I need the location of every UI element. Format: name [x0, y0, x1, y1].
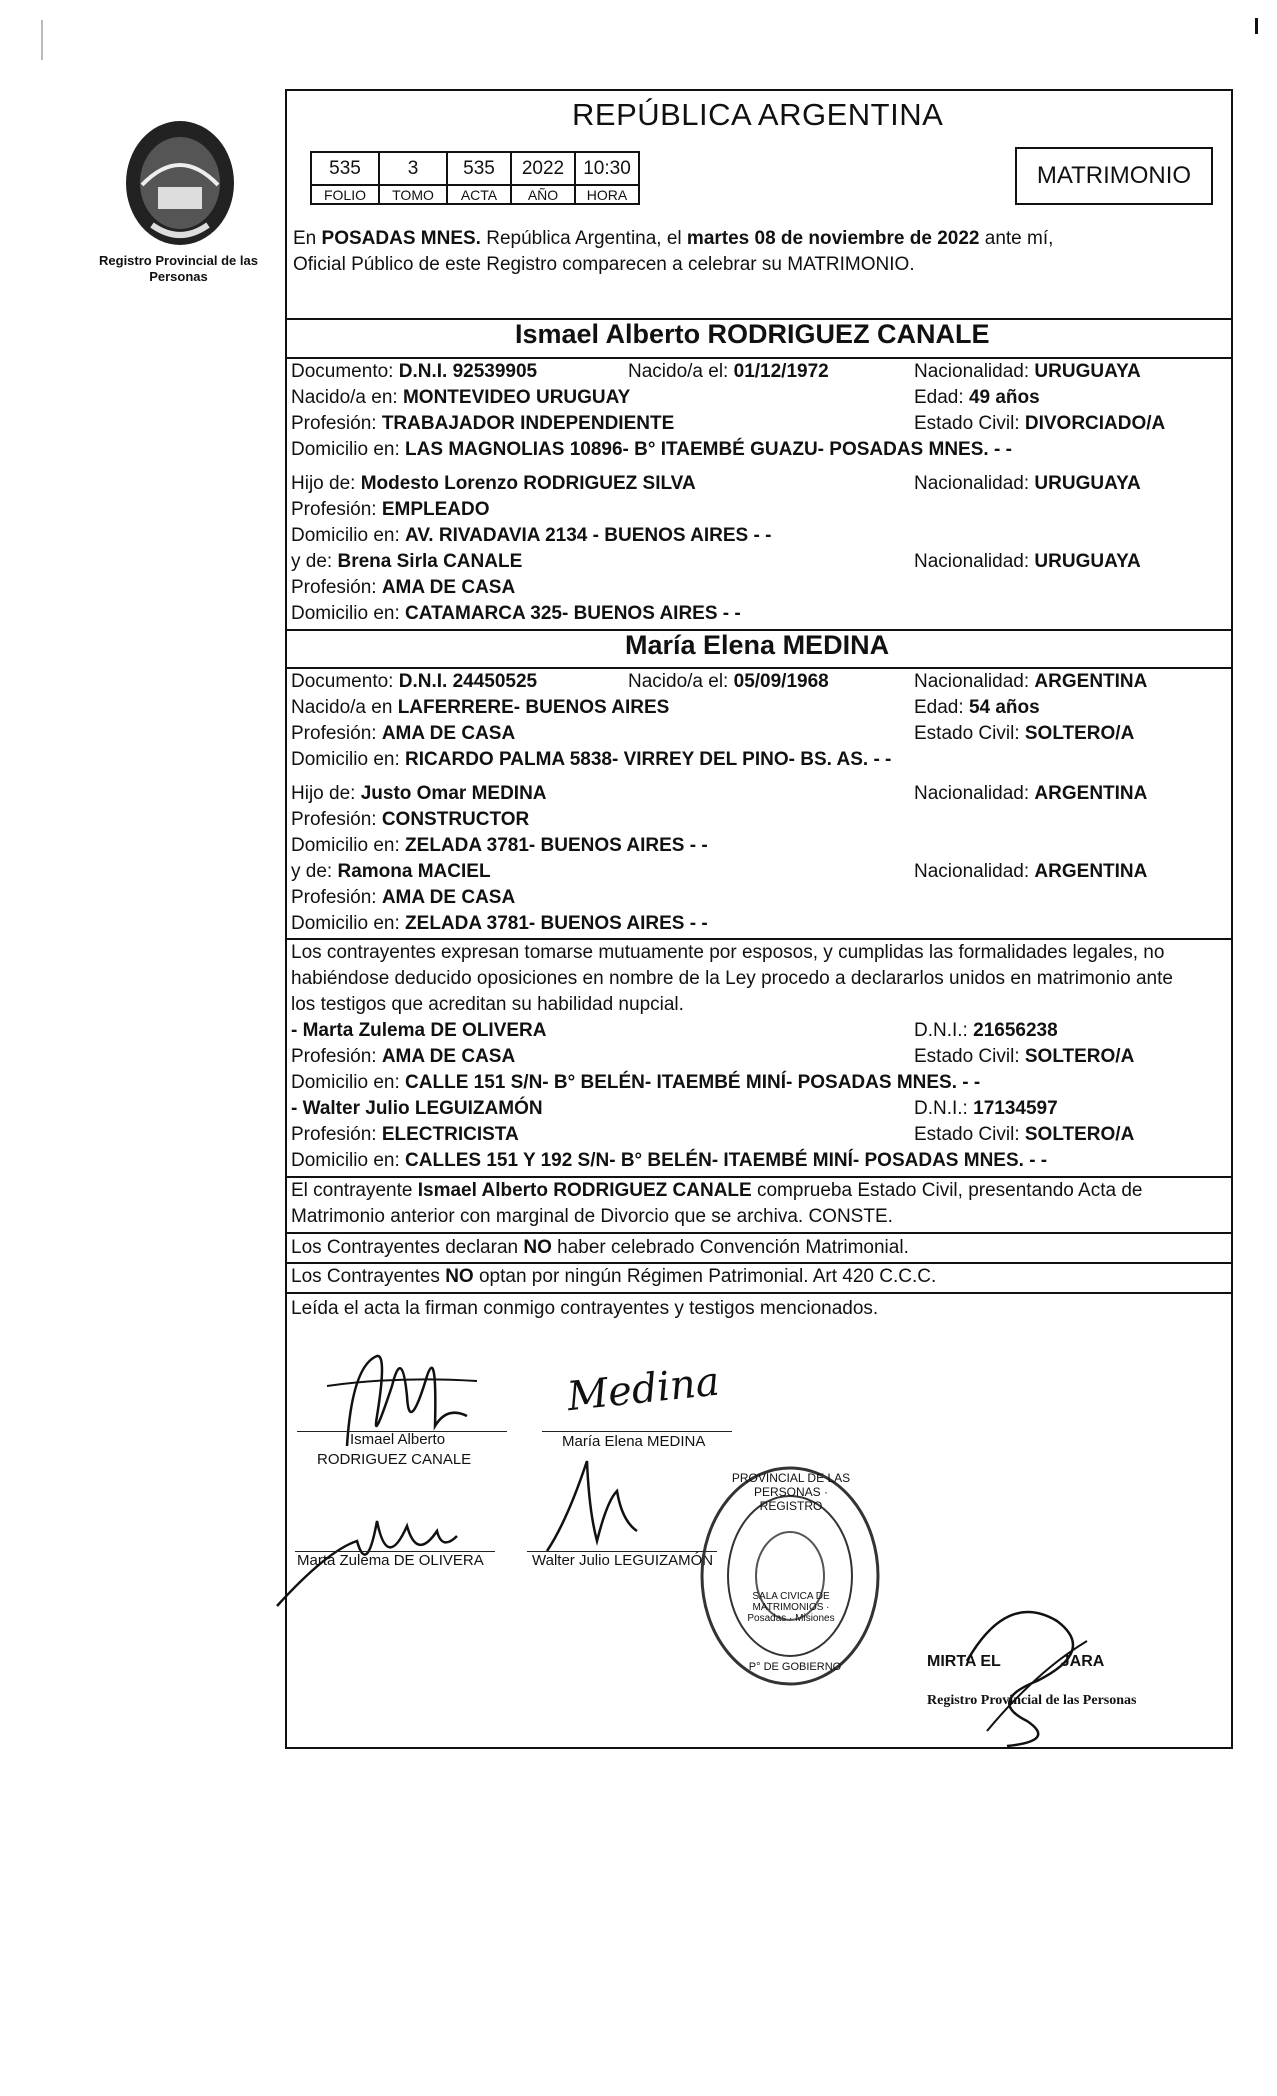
intro-line-1: En POSADAS MNES. República Argentina, el martes 08 de noviembre de 2022 ante mí,: [293, 228, 1054, 249]
groom-mother: y de: Brena Sirla CANALE: [291, 551, 523, 572]
folio-value: 535: [311, 152, 379, 185]
groom-profession: Profesión: TRABAJADOR INDEPENDIENTE: [291, 413, 675, 434]
bride-age: Edad: 54 años: [914, 697, 1040, 718]
bride-mother-profession: Profesión: AMA DE CASA: [291, 887, 516, 908]
witness-2-address: Domicilio en: CALLES 151 Y 192 S/N- B° BELÉN- ITAEMBÉ MINÍ- POSADAS MNES. - -: [291, 1150, 1048, 1171]
declaration-line-2: habiéndose deducido oposiciones en nombre de la Ley procedo a declararlos unidos en matrimonio ante: [291, 968, 1173, 989]
witness-2-profession: Profesión: ELECTRICISTA: [291, 1124, 519, 1145]
bride-civil-status: Estado Civil: SOLTERO/A: [914, 723, 1135, 744]
tomo-value: 3: [379, 152, 447, 185]
margin-mark: [1255, 18, 1258, 34]
act-type-box: [1015, 147, 1213, 205]
intro-line-2: Oficial Público de este Registro comparecen a celebrar su MATRIMONIO.: [293, 254, 915, 275]
bride-born-on: Nacido/a el: 05/09/1968: [628, 671, 829, 692]
witness-2-signature: [527, 1441, 657, 1561]
acta-value: 535: [447, 152, 511, 185]
civil-status-note-2: Matrimonio anterior con marginal de Divorcio que se archiva. CONSTE.: [291, 1206, 893, 1227]
declaration-line-3: los testigos que acreditan su habilidad nupcial.: [291, 994, 684, 1015]
seal-bottom-text: P° DE GOBIERNO: [748, 1661, 842, 1673]
witness-1-name: - Marta Zulema DE OLIVERA: [291, 1020, 547, 1041]
act-type-label: MATRIMONIO: [1036, 162, 1192, 189]
witness-1-profession: Profesión: AMA DE CASA: [291, 1046, 516, 1067]
groom-mother-nationality: Nacionalidad: URUGUAYA: [914, 551, 1141, 572]
witness-2-civil-status: Estado Civil: SOLTERO/A: [914, 1124, 1135, 1145]
bride-nationality: Nacionalidad: ARGENTINA: [914, 671, 1148, 692]
bride-mother: y de: Ramona MACIEL: [291, 861, 491, 882]
witness-1-address: Domicilio en: CALLE 151 S/N- B° BELÉN- ITAEMBÉ MINÍ- POSADAS MNES. - -: [291, 1072, 981, 1093]
year-value: 2022: [511, 152, 575, 185]
bride-mother-address: Domicilio en: ZELADA 3781- BUENOS AIRES - -: [291, 913, 708, 934]
convention-note: Los Contrayentes declaran NO haber celebrado Convención Matrimonial.: [291, 1237, 909, 1258]
witness-1-civil-status: Estado Civil: SOLTERO/A: [914, 1046, 1135, 1067]
groom-born-in: Nacido/a en: MONTEVIDEO URUGUAY: [291, 387, 631, 408]
groom-father-address: Domicilio en: AV. RIVADAVIA 2134 - BUENOS AIRES - -: [291, 525, 772, 546]
official-seal: [695, 1461, 885, 1691]
margin-mark: [41, 20, 43, 60]
bride-born-in: Nacido/a en LAFERRERE- BUENOS AIRES: [291, 697, 670, 718]
bride-father-profession: Profesión: CONSTRUCTOR: [291, 809, 530, 830]
year-label: AÑO: [511, 185, 575, 204]
bride-father-address: Domicilio en: ZELADA 3781- BUENOS AIRES - -: [291, 835, 708, 856]
groom-civil-status: Estado Civil: DIVORCIADO/A: [914, 413, 1166, 434]
civil-status-note-1: El contrayente Ismael Alberto RODRIGUEZ CANALE comprueba Estado Civil, presentando Acta de: [291, 1180, 1143, 1201]
seal-inner-text: SALA CIVICA DE MATRIMONIOS · Posadas · Misiones: [747, 1591, 835, 1624]
certificate-frame: [285, 89, 1233, 1749]
tomo-label: TOMO: [379, 185, 447, 204]
groom-signature-label-1: Ismael Alberto: [350, 1431, 446, 1448]
groom-father: Hijo de: Modesto Lorenzo RODRIGUEZ SILVA: [291, 473, 696, 494]
bride-name: María Elena MEDINA: [625, 630, 890, 660]
regime-note: Los Contrayentes NO optan por ningún Régimen Patrimonial. Art 420 C.C.C.: [291, 1266, 937, 1287]
hour-label: HORA: [575, 185, 639, 204]
groom-nationality: Nacionalidad: URUGUAYA: [914, 361, 1141, 382]
bride-father-nationality: Nacionalidad: ARGENTINA: [914, 783, 1148, 804]
hour-value: 10:30: [575, 152, 639, 185]
groom-father-nationality: Nacionalidad: URUGUAYA: [914, 473, 1141, 494]
official-title: Registro Provincial de las Personas: [927, 1693, 1137, 1708]
seal-text: PROVINCIAL DE LAS PERSONAS · REGISTRO: [731, 1471, 851, 1513]
logo-caption: Registro Provincial de las Personas: [99, 253, 258, 284]
bride-signature-label: María Elena MEDINA: [562, 1433, 706, 1450]
bride-profession: Profesión: AMA DE CASA: [291, 723, 516, 744]
bride-signature: Medina: [565, 1358, 722, 1421]
bride-address: Domicilio en: RICARDO PALMA 5838- VIRREY DEL PINO- BS. AS. - -: [291, 749, 892, 770]
groom-age: Edad: 49 años: [914, 387, 1040, 408]
registry-table: [310, 151, 640, 205]
bride-doc: Documento: D.N.I. 24450525: [291, 671, 538, 692]
bride-father: Hijo de: Justo Omar MEDINA: [291, 783, 547, 804]
acta-label: ACTA: [447, 185, 511, 204]
groom-signature-label-2: RODRIGUEZ CANALE: [317, 1451, 472, 1468]
groom-doc: Documento: D.N.I. 92539905: [291, 361, 538, 382]
witness-2-dni: D.N.I.: 17134597: [914, 1098, 1058, 1119]
groom-father-profession: Profesión: EMPLEADO: [291, 499, 490, 520]
groom-mother-address: Domicilio en: CATAMARCA 325- BUENOS AIRES - -: [291, 603, 741, 624]
folio-label: FOLIO: [311, 185, 379, 204]
groom-born-on: Nacido/a el: 01/12/1972: [628, 361, 829, 382]
country-title: REPÚBLICA ARGENTINA: [572, 97, 944, 132]
groom-mother-profession: Profesión: AMA DE CASA: [291, 577, 516, 598]
witness-1-signature-label: Marta Zulema DE OLIVERA: [297, 1552, 484, 1569]
reading-note: Leída el acta la firman conmigo contrayentes y testigos mencionados.: [291, 1298, 879, 1319]
bride-mother-nationality: Nacionalidad: ARGENTINA: [914, 861, 1148, 882]
official-name: MIRTA EL JARA: [927, 1653, 1105, 1670]
groom-name: Ismael Alberto RODRIGUEZ CANALE: [515, 319, 990, 349]
witness-2-name: - Walter Julio LEGUIZAMÓN: [291, 1098, 543, 1119]
witness-1-signature: [267, 1481, 487, 1611]
groom-address: Domicilio en: LAS MAGNOLIAS 10896- B° ITAEMBÉ GUAZU- POSADAS MNES. - -: [291, 439, 1012, 460]
witness-2-signature-label: Walter Julio LEGUIZAMÓN: [532, 1552, 714, 1569]
registry-logo: [112, 115, 247, 255]
declaration-line-1: Los contrayentes expresan tomarse mutuamente por esposos, y cumplidas las formalidades legales, no: [291, 942, 1165, 963]
witness-1-dni: D.N.I.: 21656238: [914, 1020, 1058, 1041]
